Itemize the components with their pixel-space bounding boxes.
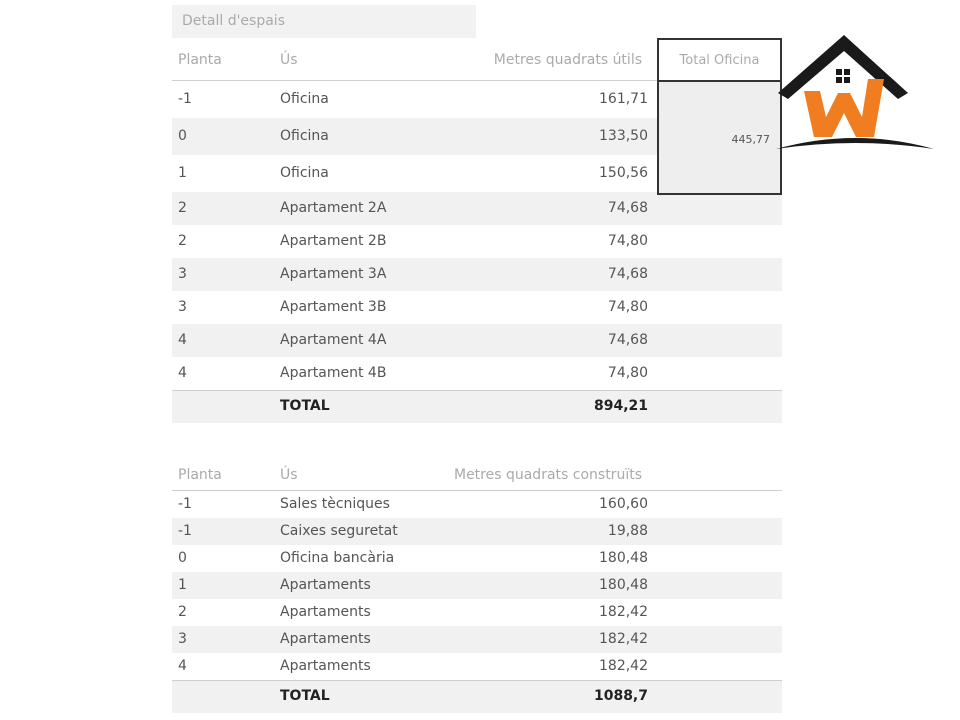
cell-us: Apartaments [280, 658, 371, 674]
cell-us: Apartament 4A [280, 332, 387, 348]
table-row [172, 653, 782, 680]
table-row [172, 599, 782, 626]
total-value: 1088,7 [593, 688, 648, 704]
cell-us: Oficina bancària [280, 550, 395, 566]
cell-planta: 0 [178, 128, 187, 144]
cell-m2: 150,56 [599, 165, 648, 181]
cell-m2: 182,42 [599, 604, 648, 620]
cell-us: Apartament 3B [280, 299, 387, 315]
cell-m2: 182,42 [599, 631, 648, 647]
cell-us: Apartaments [280, 631, 371, 647]
cell-planta: 4 [178, 365, 187, 381]
cell-us: Oficina [280, 165, 329, 181]
table-row [172, 545, 782, 572]
cell-planta: 3 [178, 631, 187, 647]
header-us: Ús [280, 52, 298, 68]
table-total-row [172, 390, 782, 423]
table-row [172, 357, 782, 390]
cell-m2: 180,48 [599, 550, 648, 566]
cell-m2: 19,88 [607, 523, 648, 539]
cell-m2: 74,80 [607, 365, 648, 381]
table-row [172, 225, 782, 258]
cell-m2: 160,60 [599, 496, 648, 512]
built-area-table [172, 460, 782, 713]
cell-us: Oficina [280, 128, 329, 144]
cell-planta: 2 [178, 200, 187, 216]
cell-m2: 74,68 [607, 200, 648, 216]
section-title: Detall d'espais [172, 5, 476, 38]
total-label: TOTAL [280, 688, 330, 704]
cell-planta: 4 [178, 332, 187, 348]
header-planta: Planta [178, 467, 222, 483]
total-label: TOTAL [280, 398, 330, 414]
header-m2: Metres quadrats útils [493, 52, 642, 68]
table-total-row [172, 680, 782, 713]
table-row [172, 291, 782, 324]
cell-us: Apartaments [280, 604, 371, 620]
cell-m2: 74,68 [607, 332, 648, 348]
cell-planta: -1 [178, 496, 192, 512]
cell-us: Sales tècniques [280, 496, 390, 512]
office-total-box [657, 38, 782, 195]
cell-us: Apartaments [280, 577, 371, 593]
cell-planta: 0 [178, 550, 187, 566]
cell-planta: 1 [178, 165, 187, 181]
cell-planta: 3 [178, 299, 187, 315]
cell-m2: 180,48 [599, 577, 648, 593]
cell-us: Apartament 2B [280, 233, 387, 249]
cell-us: Apartament 2A [280, 200, 387, 216]
cell-us: Caixes seguretat [280, 523, 398, 539]
cell-us: Apartament 4B [280, 365, 387, 381]
cell-m2: 74,80 [607, 299, 648, 315]
cell-planta: 2 [178, 604, 187, 620]
table-row [172, 491, 782, 518]
table-body [172, 491, 782, 680]
office-total-header: Total Oficina [659, 40, 780, 82]
table-row [172, 572, 782, 599]
table-row [172, 258, 782, 291]
cell-m2: 74,68 [607, 266, 648, 282]
header-us: Ús [280, 467, 298, 483]
cell-m2: 133,50 [599, 128, 648, 144]
cell-us: Apartament 3A [280, 266, 387, 282]
cell-planta: 2 [178, 233, 187, 249]
table-row [172, 192, 782, 225]
cell-us: Oficina [280, 91, 329, 107]
total-value: 894,21 [593, 398, 648, 414]
cell-planta: 4 [178, 658, 187, 674]
cell-planta: -1 [178, 523, 192, 539]
table-header [172, 460, 782, 491]
house-logo-icon [776, 33, 936, 163]
cell-planta: 3 [178, 266, 187, 282]
header-planta: Planta [178, 52, 222, 68]
table-row [172, 626, 782, 653]
cell-m2: 74,80 [607, 233, 648, 249]
cell-m2: 161,71 [599, 91, 648, 107]
table-row [172, 324, 782, 357]
cell-m2: 182,42 [599, 658, 648, 674]
header-m2: Metres quadrats construïts [453, 467, 642, 483]
office-total-value: 445,77 [731, 133, 770, 146]
cell-planta: -1 [178, 91, 192, 107]
table-row [172, 518, 782, 545]
cell-planta: 1 [178, 577, 187, 593]
